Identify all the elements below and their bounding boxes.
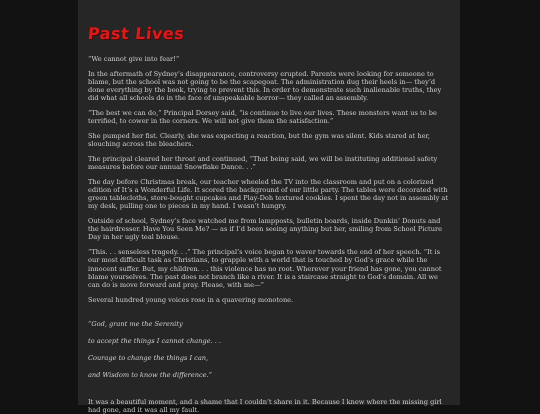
paragraph: Several hundred young voices rose in a quavering monotone. bbox=[88, 295, 294, 304]
article bbox=[78, 0, 460, 414]
paragraph: She pumped her fist. Clearly, she was expecting a reaction, but the gym was silent. Kids stared at her, slouching across the bleachers. bbox=[88, 131, 431, 149]
content-column bbox=[78, 0, 460, 414]
prayer-verse bbox=[88, 320, 450, 380]
paragraph: Outside of school, Sydney’s face watched me from lampposts, bulletin boards, inside Dunkin’ Donuts and the hairdresser. Have You Seen Me? — as if I’d been seeing anything but her, smiling from School Picture Day in her ugly teal blouse. bbox=[88, 217, 443, 242]
paragraph: The day before Christmas break, our teacher wheeled the TV into the classroom and put on a colorized edition of It’s a Wonderful Life. It scored the background of our little party. The tables were decorated with green tablecloths, store-bought cupcakes and Play-Doh textured cookies. I spent the day not in assembly at my desk, pulling one to pieces in my hand. I wasn’t hungry. bbox=[88, 177, 449, 211]
page-title: Past Lives bbox=[87, 24, 186, 43]
verse-line: to accept the things I cannot change. . . bbox=[88, 337, 222, 346]
verse-line: “God, grant me the Serenity bbox=[88, 319, 183, 328]
paragraph: In the aftermath of Sydney’s disappearance, controversy erupted. Parents were looking for someone to blame, but the school was not going to be the scapegoat. The administration dug their heels in— they’d done everything by the book, trying to prevent this. In order to demonstrate such inalienable truths, they did what all schools do in the face of unspeakable horror— they called an assembly. bbox=[88, 69, 442, 103]
paragraph: The principal cleared her throat and continued, “That being said, we will be instituting additional safety measures before our annual Snowflake Dance. . .” bbox=[88, 154, 438, 172]
paragraph: “We cannot give into fear!” bbox=[88, 55, 180, 63]
verse-line: and Wisdom to know the difference.” bbox=[88, 371, 213, 380]
paragraph: “This. . . senseless tragedy. . .” The principal’s voice began to waver towards the end of her speech. “It is our most difficult task as Christians, to grapple with a world that is touched by God’s grace while the innocent suffer. But, my children. . . this violence has no root. Wherever your friend has gone, you cannot blame yourselves. The past does not branch like a river. It is a staircase straight to God’s domain. All we can do is move forward and pray. Please, with me—” bbox=[88, 248, 442, 289]
paragraph: “The best we can do,” Principal Dorsey said, “is continue to live our lives. These monsters want us to be terrified, to cower in the corners. We will not give them the satisfaction.” bbox=[88, 109, 437, 126]
verse-line: Courage to change the things I can, bbox=[88, 354, 209, 363]
paragraph: It was a beautiful moment, and a shame that I couldn’t share in it. Because I knew where the missing girl had gone, and it was all my fault. bbox=[88, 397, 442, 414]
